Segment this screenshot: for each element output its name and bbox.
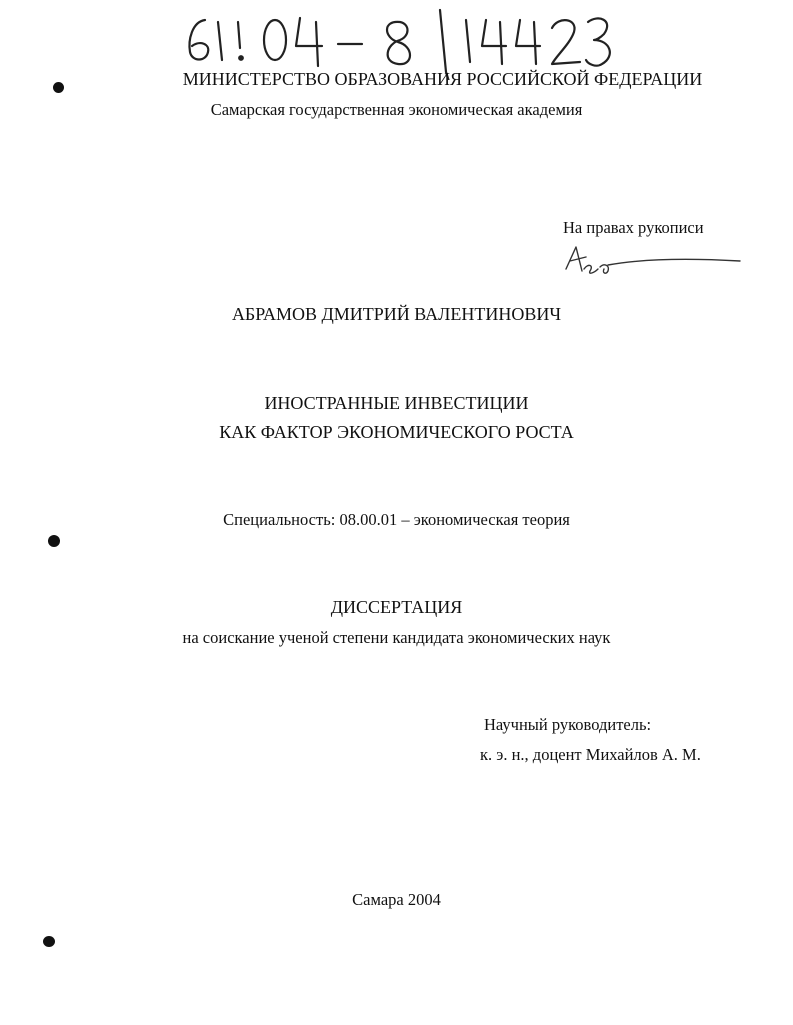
author-name: АБРАМОВ ДМИТРИЙ ВАЛЕНТИНОВИЧ	[231, 304, 562, 324]
scan-mark	[43, 936, 55, 947]
work-type-subheading: на соискание ученой степени кандидата экономических наук	[182, 628, 611, 647]
dissertation-title-line-2: КАК ФАКТОР ЭКОНОМИЧЕСКОГО РОСТА	[219, 422, 574, 442]
handwritten-registration-number	[0, 0, 793, 80]
scan-mark	[48, 535, 60, 547]
city-year: Самара 2004	[352, 890, 441, 909]
dissertation-title-line-1: ИНОСТРАННЫЕ ИНВЕСТИЦИИ	[264, 393, 529, 413]
supervisor-name: к. э. н., доцент Михайлов А. М.	[480, 745, 701, 764]
supervisor-label: Научный руководитель:	[484, 715, 652, 734]
ministry-heading: МИНИСТЕРСТВО ОБРАЗОВАНИЯ РОССИЙСКОЙ ФЕДЕРАЦИИ	[182, 69, 703, 89]
work-type-heading: ДИССЕРТАЦИЯ	[330, 597, 463, 617]
author-signature	[560, 243, 750, 279]
speciality: Специальность: 08.00.01 – экономическая теория	[223, 510, 570, 529]
rights-note: На правах рукописи	[563, 218, 704, 237]
academy-name: Самарская государственная экономическая академия	[210, 100, 583, 119]
